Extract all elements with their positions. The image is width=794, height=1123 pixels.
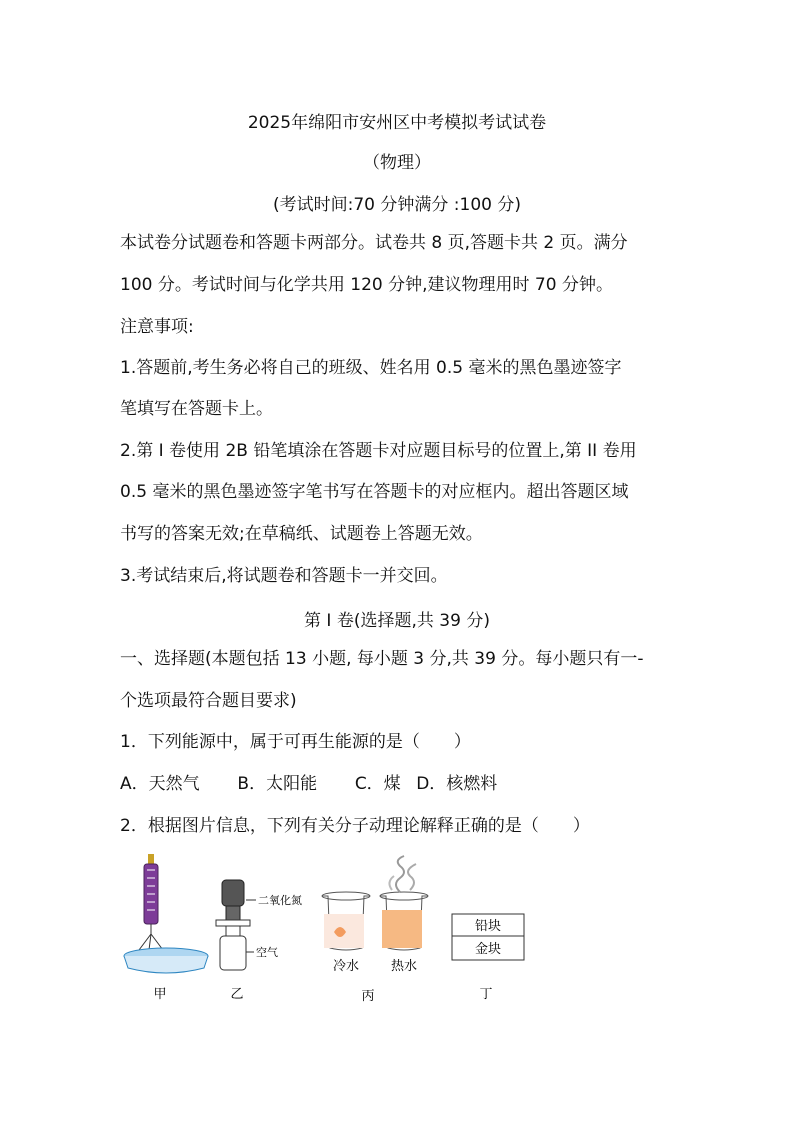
question-2-figure bbox=[118, 852, 538, 1012]
exam-subject: （物理） bbox=[363, 153, 431, 173]
intro-line-2: 100 分。考试时间与化学共用 120 分钟,建议物理用时 70 分钟。 bbox=[120, 275, 613, 295]
note-1a: 1.答题前,考生务必将自己的班级、姓名用 0.5 毫米的黑色墨迹签字 bbox=[120, 358, 622, 378]
figure-lead-block: 铅块 bbox=[474, 919, 502, 934]
figure-ding-label: 丁 bbox=[479, 987, 493, 1002]
option-d: D．核燃料 bbox=[416, 774, 498, 794]
section-desc-b: 个选项最符合题目要求) bbox=[120, 691, 297, 711]
question-1-stem: 1．下列能源中，属于可再生能源的是（ ） bbox=[120, 732, 471, 752]
exam-time-note: (考试时间:70 分钟满分 :100 分) bbox=[272, 195, 521, 215]
question-1-options bbox=[120, 773, 497, 795]
note-2c: 书写的答案无效;在草稿纸、试题卷上答题无效。 bbox=[120, 524, 483, 544]
option-b: B．太阳能 bbox=[237, 774, 318, 794]
exam-title: 2025年绵阳市安州区中考模拟考试试卷 bbox=[247, 113, 547, 133]
figure-yi-bottom-gas: 空气 bbox=[256, 946, 278, 959]
figure-gold-block: 金块 bbox=[474, 942, 502, 957]
note-2b: 0.5 毫米的黑色墨迹签字笔书写在答题卡的对应框内。超出答题区域 bbox=[120, 482, 629, 502]
notes-heading: 注意事项: bbox=[120, 317, 194, 337]
note-1b: 笔填写在答题卡上。 bbox=[120, 399, 273, 419]
figure-jia-label: 甲 bbox=[153, 987, 167, 1002]
figure-yi-label: 乙 bbox=[230, 987, 244, 1002]
figure-jia-apparatus bbox=[124, 854, 208, 973]
note-2a: 2.第 I 卷使用 2B 铅笔填涂在答题卡对应题目标号的位置上,第 II 卷用 bbox=[120, 441, 637, 461]
section-title: 第 I 卷(选择题,共 39 分) bbox=[304, 611, 490, 631]
section-desc-a: 一、选择题(本题包括 13 小题, 每小题 3 分,共 39 分。每小题只有一- bbox=[120, 649, 644, 669]
option-a: A．天然气 bbox=[120, 774, 200, 794]
figure-hot-water: 热水 bbox=[390, 959, 418, 974]
option-c: C．煤 bbox=[354, 774, 401, 794]
figure-bing-apparatus bbox=[322, 856, 428, 950]
figure-yi-apparatus bbox=[216, 880, 256, 970]
intro-line-1: 本试卷分试题卷和答题卡两部分。试卷共 8 页,答题卡共 2 页。满分 bbox=[120, 233, 628, 253]
question-2-stem: 2．根据图片信息，下列有关分子动理论解释正确的是（ ） bbox=[120, 816, 590, 836]
figure-bing-label: 丙 bbox=[361, 989, 375, 1004]
note-3: 3.考试结束后,将试题卷和答题卡一并交回。 bbox=[120, 566, 448, 586]
figure-yi-top-gas: 二氧化氮 bbox=[258, 894, 302, 907]
figure-cold-water: 冷水 bbox=[332, 959, 360, 974]
